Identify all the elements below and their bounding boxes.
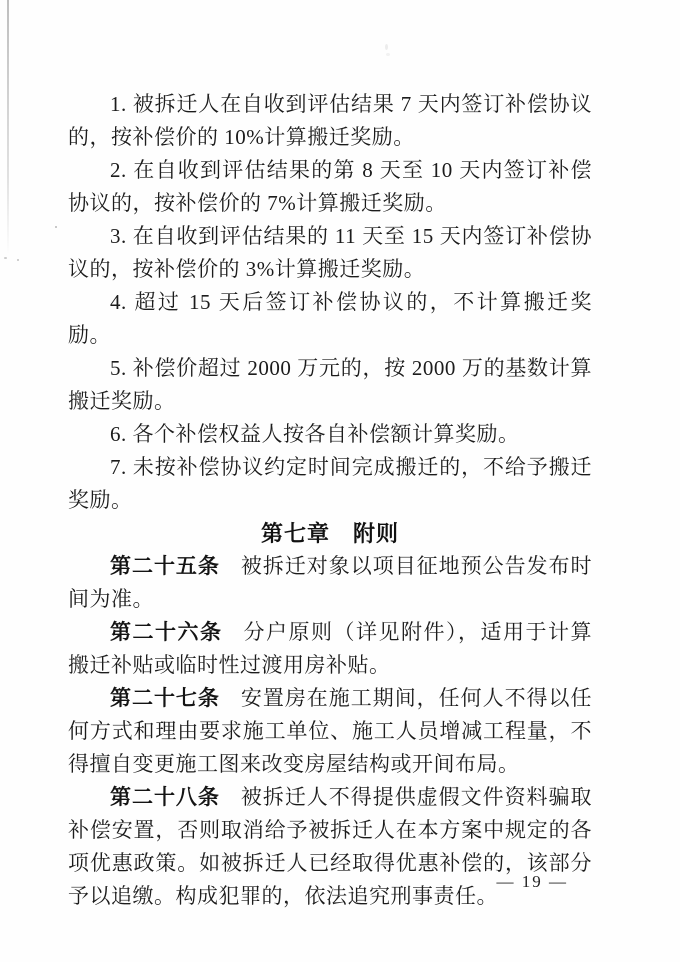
- page-number: — 19 —: [496, 872, 568, 891]
- article-26-number: 第二十六条: [110, 620, 223, 644]
- document-content: [68, 88, 592, 913]
- list-item-4: 4. 超过 15 天后签订补偿协议的，不计算搬迁奖励。: [68, 290, 592, 347]
- article-25: [68, 550, 592, 616]
- article-26-text: 分户原则（详见附件），适用于计算搬迁补贴或临时性过渡用房补贴。: [68, 620, 592, 677]
- article-26: [68, 616, 592, 682]
- article-27-text: 安置房在施工期间，任何人不得以任何方式和理由要求施工单位、施工人员增减工程量，不得擅自变更施工图来改变房屋结构或开间布局。: [68, 686, 592, 776]
- scan-speck: [4, 257, 7, 259]
- scan-speck: [55, 226, 57, 228]
- article-28: [68, 781, 592, 913]
- list-item-6: 6. 各个补偿权益人按各自补偿额计算奖励。: [110, 422, 520, 446]
- list-item-7: 7. 未按补偿协议约定时间完成搬迁的，不给予搬迁奖励。: [68, 455, 592, 512]
- article-27: [68, 682, 592, 781]
- article-28-number: 第二十八条: [110, 785, 220, 809]
- article-28-text: 被拆迁人不得提供虚假文件资料骗取补偿安置，否则取消给予被拆迁人在本方案中规定的各项优惠政策。如被拆迁人已经取得优惠补偿的，该部分予以追缴。构成犯罪的，依法追究刑事责任。: [68, 785, 592, 908]
- chapter-heading: 第七章 附则: [260, 521, 399, 546]
- article-25-number: 第二十五条: [110, 554, 220, 578]
- scan-artifact-line: [7, 0, 9, 255]
- scan-speck: [386, 53, 390, 56]
- scan-speck: [17, 259, 19, 261]
- list-item-1: 1. 被拆迁人在自收到评估结果 7 天内签订补偿协议的，按补偿价的 10%计算搬迁奖励。: [68, 92, 592, 149]
- list-item-3: 3. 在自收到评估结果的 11 天至 15 天内签订补偿协议的，按补偿价的 3%计算搬迁奖励。: [68, 224, 592, 281]
- article-27-number: 第二十七条: [110, 686, 220, 710]
- list-item-2: 2. 在自收到评估结果的第 8 天至 10 天内签订补偿协议的，按补偿价的 7%计算搬迁奖励。: [68, 158, 592, 215]
- scan-speck: [385, 44, 388, 50]
- list-item-5: 5. 补偿价超过 2000 万元的，按 2000 万的基数计算搬迁奖励。: [68, 356, 592, 413]
- article-25-text: 被拆迁对象以项目征地预公告发布时间为准。: [68, 554, 592, 611]
